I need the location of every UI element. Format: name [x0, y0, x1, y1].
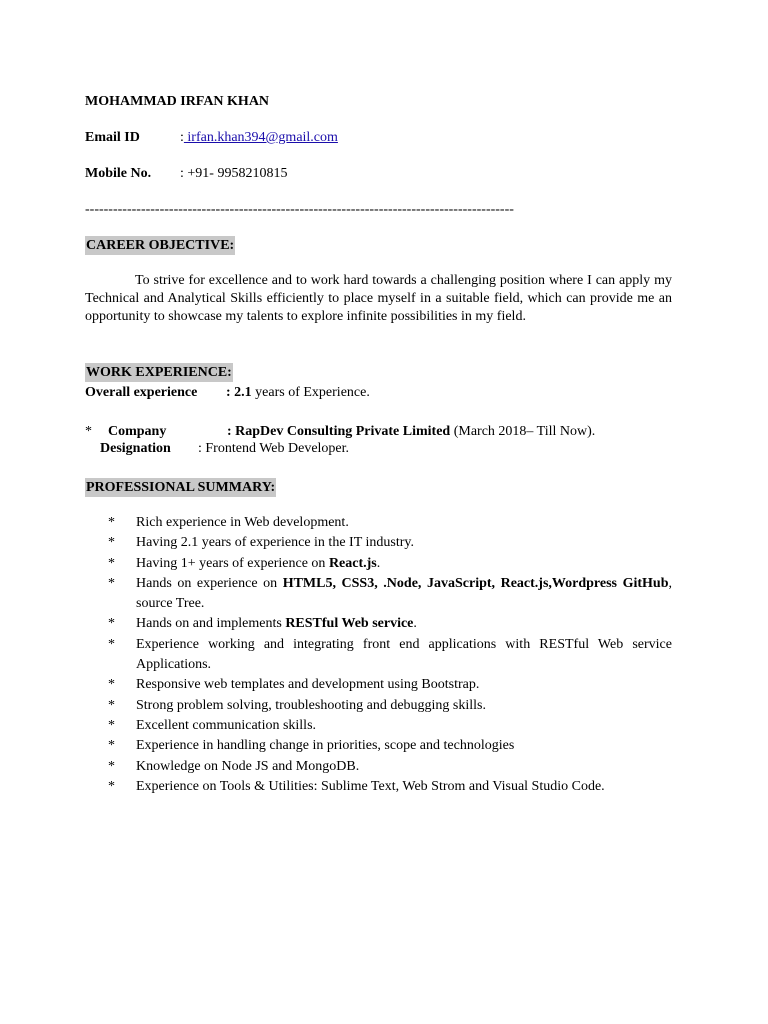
divider-line: -------------------------------------------------------------------------------------------- — [85, 202, 514, 217]
summary-item: * Having 1+ years of experience on React.js. — [108, 554, 672, 574]
company-name: : RapDev Consulting Private Limited — [227, 424, 451, 439]
email-label: Email ID — [85, 130, 140, 145]
overall-experience-years: : 2.1 — [226, 385, 252, 400]
company-value — [227, 423, 595, 441]
company-dates: (March 2018– Till Now). — [450, 424, 596, 439]
overall-experience-label: Overall experience — [85, 385, 198, 400]
summary-item: * Having 2.1 years of experience in the IT industry. — [108, 533, 672, 553]
summary-item: * Hands on experience on HTML5, CSS3, .Node, JavaScript, React.js,Wordpress GitHub, source Tree. — [108, 575, 672, 612]
summary-item: * Excellent communication skills. — [108, 716, 672, 736]
summary-item: * Responsive web templates and development using Bootstrap. — [108, 675, 672, 695]
summary-item: * Rich experience in Web development. — [108, 513, 672, 533]
bullet-mark: * — [108, 738, 115, 754]
summary-item: * Hands on and implements RESTful Web service. — [108, 614, 672, 634]
mobile-value: : +91- 9958210815 — [180, 166, 288, 181]
bullet-mark: * — [108, 697, 115, 713]
bullet-mark: * — [108, 717, 115, 733]
designation-value: : Frontend Web Developer. — [198, 441, 350, 456]
career-objective-text: To strive for excellence and to work hard towards a challenging position where I can apply my Technical and Analytical Skills efficiently to place myself in a suitable field, which can provide me an opportunity to showcase my talents to explore infinite possibilities in my field. — [85, 273, 672, 324]
bullet-mark: * — [108, 677, 115, 693]
professional-summary-list — [108, 513, 672, 797]
work-experience-heading: WORK EXPERIENCE: — [86, 365, 232, 380]
candidate-name: MOHAMMAD IRFAN KHAN — [85, 94, 270, 109]
email-row — [180, 129, 338, 147]
summary-item: * Experience working and integrating front end applications with RESTful Web service Applications. — [108, 636, 672, 673]
email-link[interactable]: irfan.khan394@gmail.com — [183, 130, 338, 145]
mobile-label: Mobile No. — [85, 166, 152, 181]
summary-item: * Strong problem solving, troubleshooting and debugging skills. — [108, 696, 672, 716]
bullet-mark: * — [108, 778, 115, 794]
bullet-mark: * — [108, 616, 115, 632]
summary-item: * Experience in handling change in priorities, scope and technologies — [108, 736, 672, 756]
company-bullet: * — [85, 424, 92, 439]
bullet-mark: * — [108, 555, 115, 571]
bullet-mark: * — [108, 758, 115, 774]
designation-label: Designation — [100, 441, 171, 456]
overall-experience-value — [226, 384, 370, 402]
bullet-mark: * — [108, 575, 115, 591]
summary-item: * Knowledge on Node JS and MongoDB. — [108, 757, 672, 777]
career-objective-heading: CAREER OBJECTIVE: — [86, 238, 235, 253]
professional-summary-heading: PROFESSIONAL SUMMARY: — [86, 480, 276, 495]
bullet-mark: * — [108, 515, 115, 530]
summary-item: * Experience on Tools & Utilities: Sublime Text, Web Strom and Visual Studio Code. — [108, 777, 672, 797]
bullet-mark: * — [108, 636, 115, 652]
overall-experience-text: years of Experience. — [251, 385, 370, 400]
bullet-mark: * — [108, 535, 115, 551]
company-label: Company — [108, 424, 167, 439]
email-separator: : — [180, 130, 184, 145]
